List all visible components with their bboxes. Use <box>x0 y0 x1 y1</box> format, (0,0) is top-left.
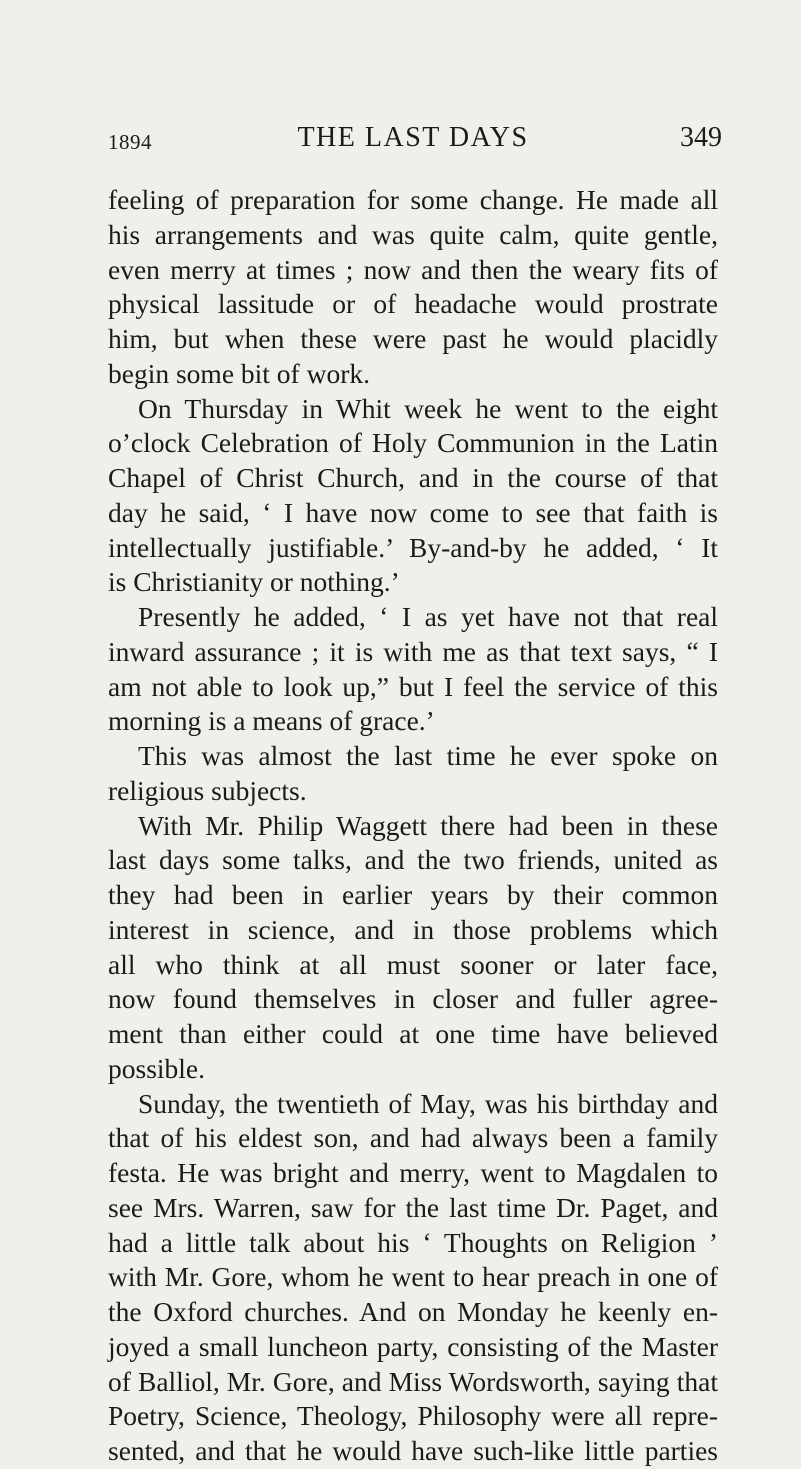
text-line: day he said, ‘ I have now come to see that faith is <box>108 496 718 528</box>
text-line: begin some bit of work. <box>108 357 370 389</box>
text-line: his arrangements and was quite calm, quite gentle, <box>108 218 718 250</box>
text-line: now found themselves in closer and fuller agree- <box>108 983 718 1015</box>
text-line: inward assurance ; it is with me as that text says, “ I <box>108 635 718 667</box>
text-line: Chapel of Christ Church, and in the course of that <box>108 462 718 493</box>
text-line: intellectually justifiable.’ By-and-by he added, ‘ It <box>108 531 718 563</box>
text-line: feeling of preparation for some change. He made all <box>108 184 718 215</box>
text-line: On Thursday in Whit week he went to the eight <box>138 392 718 424</box>
text-line: With Mr. Philip Waggett there had been in these <box>138 809 718 841</box>
text-line: sented, and that he would have such-like little parties <box>108 1435 718 1466</box>
text-line: festa. He was bright and merry, went to Magdalen to <box>108 1157 718 1188</box>
text-line: that of his eldest son, and had always been a family <box>108 1122 718 1154</box>
text-line: This was almost the last time he ever spoke on <box>138 740 718 771</box>
text-line: of Balliol, Mr. Gore, and Miss Wordsworth, saying that <box>108 1365 718 1397</box>
running-head <box>108 118 722 158</box>
text-line: with Mr. Gore, whom he went to hear preach in one of <box>108 1261 718 1293</box>
text-line: interest in science, and in those problems which <box>108 913 718 945</box>
running-head-title: THE LAST DAYS <box>297 122 529 153</box>
text-line: all who think at all must sooner or later face, <box>108 948 718 980</box>
text-line: the Oxford churches. And on Monday he keenly en- <box>108 1296 718 1327</box>
text-line: last days some talks, and the two friends, united as <box>108 844 718 876</box>
text-line: is Christianity or nothing.’ <box>108 566 400 598</box>
text-line: had a little talk about his ‘ Thoughts on Religion ’ <box>108 1226 718 1258</box>
text-line: o’clock Celebration of Holy Communion in the Latin <box>108 427 718 459</box>
text-line: physical lassitude or of headache would prostrate <box>108 288 718 320</box>
text-line: Sunday, the twentieth of May, was his birthday and <box>138 1087 718 1119</box>
text-line: religious subjects. <box>108 774 307 806</box>
text-line: possible. <box>108 1052 206 1084</box>
text-line: ment than either could at one time have believed <box>108 1018 718 1049</box>
text-line: even merry at times ; now and then the weary fits of <box>108 253 718 285</box>
text-line: they had been in earlier years by their common <box>108 879 718 910</box>
body-text <box>108 183 718 1469</box>
text-line: Presently he added, ‘ I as yet have not that real <box>138 601 718 632</box>
text-line: morning is a means of grace.’ <box>108 705 435 737</box>
text-line: am not able to look up,” but I feel the service of this <box>108 670 718 702</box>
page-number: 349 <box>680 122 722 153</box>
text-line: joyed a small luncheon party, consisting of the Master <box>108 1330 718 1362</box>
text-line: Poetry, Science, Theology, Philosophy were all repre- <box>108 1400 718 1432</box>
text-line: see Mrs. Warren, saw for the last time Dr. Paget, and <box>108 1191 718 1223</box>
text-line: him, but when these were past he would placidly <box>108 323 718 354</box>
running-head-year: 1894 <box>108 130 152 154</box>
